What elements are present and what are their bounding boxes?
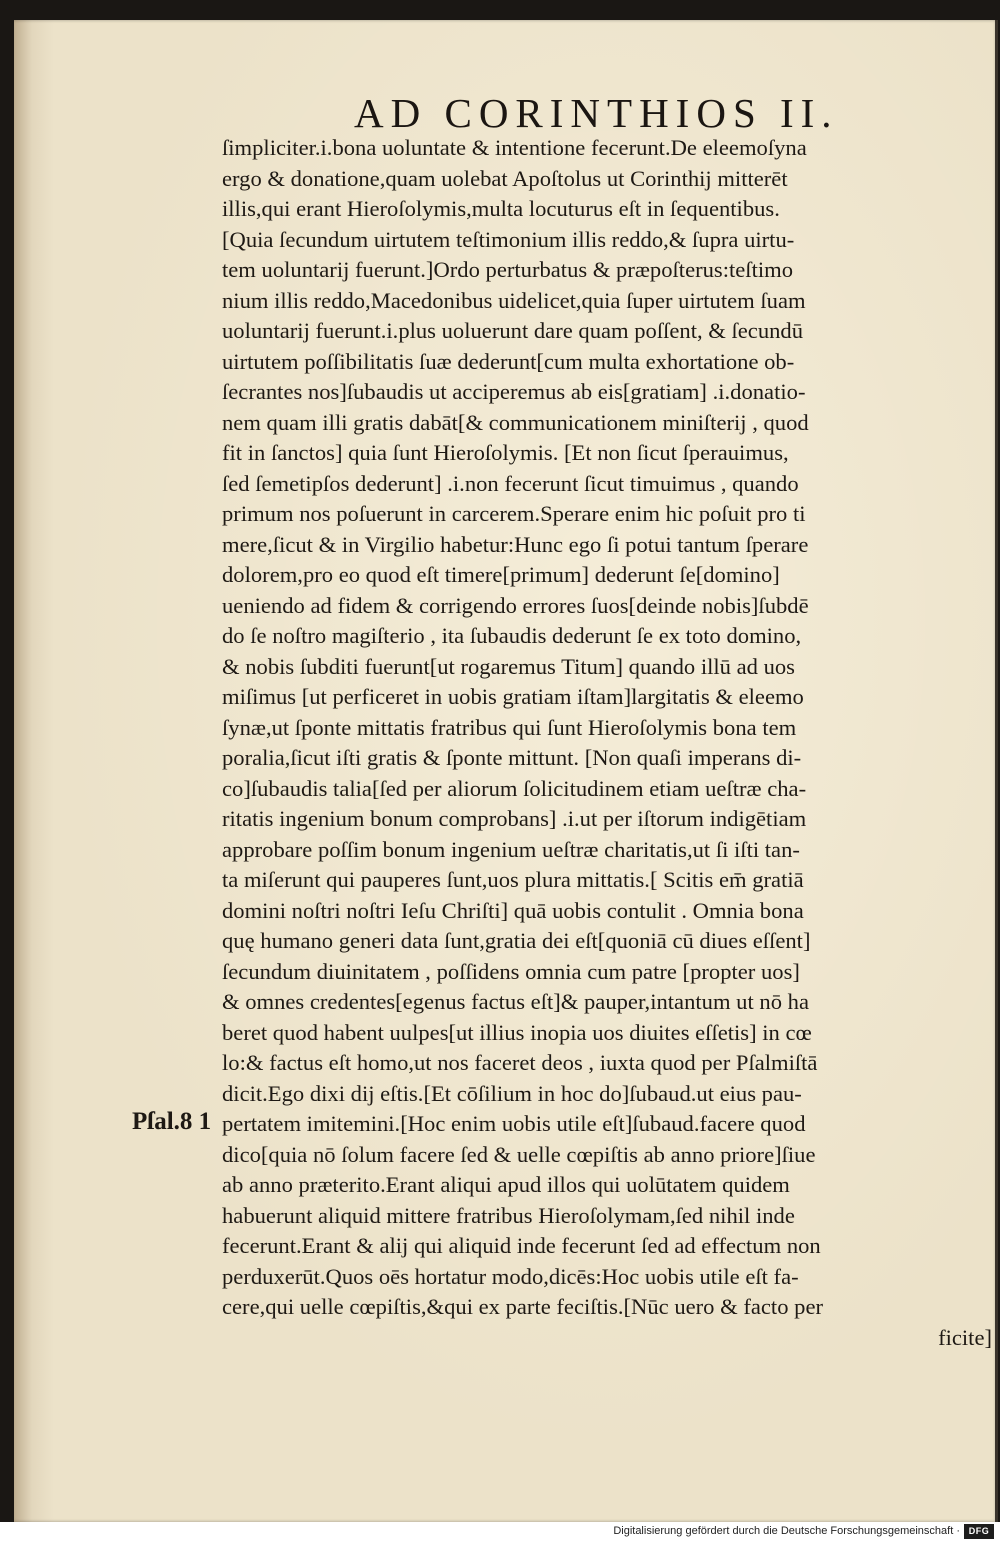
text-line: quę humano generi data ſunt,gratia dei eſt[quoniā cū diues eſſent]	[222, 928, 811, 953]
text-line: uoluntarij fuerunt.i.plus uoluerunt dare quam poſſent, & ſecundū	[222, 318, 804, 343]
text-line: tem uoluntarij fuerunt.]Ordo perturbatus & præpoſterus:teſtimo	[222, 257, 793, 282]
text-line: ergo & donatione,quam uolebat Apoſtolus ut Corinthij mitterēt	[222, 165, 788, 191]
text-line: ſecrantes nos]ſubaudis ut acciperemus ab eis[gratiam] .i.donatio-	[222, 379, 806, 404]
text-line: ab anno præterito.Erant aliqui apud illos qui uolūtatem quidem	[222, 1172, 790, 1197]
text-line: & nobis ſubditi fuerunt[ut rogaremus Titum] quando illū ad uos	[222, 653, 795, 679]
text-line: primum nos poſuerunt in carcerem.Sperare enim hic poſuit pro ti	[222, 501, 806, 526]
text-line: ſimpliciter.i.bona uoluntate & intentione fecerunt.De eleemoſyna	[222, 135, 807, 160]
text-line: fecerunt.Erant & alij qui aliquid inde fecerunt ſed ad effectum non	[222, 1233, 821, 1258]
text-line: illis,qui erant Hieroſolymis,multa locuturus eſt in ſequentibus.	[222, 196, 780, 221]
text-line: poralia,ſicut iſti gratis & ſponte mittunt. [Non quaſi imperans di-	[222, 745, 802, 770]
text-line: ſed ſemetipſos dederunt] .i.non fecerunt ſicut timuimus , quando	[222, 470, 799, 496]
text-line: habuerunt aliquid mittere fratribus Hieroſolymam,ſed nihil inde	[222, 1202, 795, 1228]
text-line: ficite]	[938, 1324, 992, 1350]
funding-credit: Digitalisierung gefördert durch die Deutsche Forschungsgemeinschaft ·	[613, 1525, 960, 1537]
text-line: & omnes credentes[egenus factus eſt]& pauper,intantum ut nō ha	[222, 989, 809, 1014]
text-line: ueniendo ad fidem & corrigendo errores ſuos[deinde nobis]ſubdē	[222, 592, 809, 618]
text-line: ſecundum diuinitatem , poſſidens omnia cum patre [propter uos]	[222, 958, 800, 984]
book-page	[14, 20, 998, 1522]
text-line: pertatem imitemini.[Hoc enim uobis utile eſt]ſubaud.facere quod	[222, 1111, 806, 1136]
running-head: AD CORINTHIOS II.	[354, 90, 839, 136]
footer-bar	[0, 1522, 1000, 1541]
text-line: nem quam illi gratis dabāt[& communicationem miniſterij , quod	[222, 409, 809, 435]
text-line: ſynæ,ut ſponte mittatis fratribus qui ſunt Hieroſolymis bona tem	[222, 714, 797, 740]
text-line: ritatis ingenium bonum comprobans] .i.ut per iſtorum indigētiam	[222, 806, 807, 831]
body-text	[222, 133, 992, 1353]
text-line: domini noſtri noſtri Ieſu Chriſti] quā uobis contulit . Omnia bona	[222, 897, 804, 923]
text-line: do ſe noſtro magiſterio , ita ſubaudis dederunt ſe ex toto domino,	[222, 623, 802, 648]
text-line: uirtutem poſſibilitatis ſuæ dederunt[cum multa exhortatione ob-	[222, 348, 795, 374]
text-line: miſimus [ut perficeret in uobis gratiam iſtam]largitatis & eleemo	[222, 684, 804, 709]
text-line: dico[quia nō ſolum facere ſed & uelle cœpiſtis ab anno priore]ſiue	[222, 1141, 816, 1167]
text-line: dolorem,pro eo quod eſt timere[primum] dederunt ſe[domino]	[222, 562, 780, 587]
text-line: beret quod habent uulpes[ut illius inopia uos diuites eſſetis] in cœ	[222, 1019, 812, 1045]
text-line: cere,qui uelle cœpiſtis,&qui ex parte feciſtis.[Nūc uero & facto per	[222, 1294, 824, 1319]
page-edge	[995, 20, 998, 1522]
marginal-note: Pſal.8 1	[132, 1108, 212, 1135]
text-line: lo:& factus eſt homo,ut nos faceret deos , iuxta quod per Pſalmiſtā	[222, 1050, 818, 1075]
text-line: [Quia ſecundum uirtutem teſtimonium illis reddo,& ſupra uirtu-	[222, 226, 795, 252]
text-line: co]ſubaudis talia[ſed per aliorum ſolicitudinem etiam ueſtræ cha-	[222, 775, 807, 801]
text-line: approbare poſſim bonum ingenium ueſtræ charitatis,ut ſi iſti tan-	[222, 836, 800, 862]
text-line: mere,ſicut & in Virgilio habetur:Hunc ego ſi potui tantum ſperare	[222, 531, 809, 557]
text-line: dicit.Ego dixi dij eſtis.[Et cōſilium in hoc do]ſubaud.ut eius pau-	[222, 1080, 802, 1106]
text-line: nium illis reddo,Macedonibus uidelicet,quia ſuper uirtutem ſuam	[222, 287, 806, 313]
dfg-logo-icon: DFG	[964, 1524, 994, 1539]
text-line: fit in ſanctos] quia ſunt Hieroſolymis. [Et non ſicut ſperauimus,	[222, 440, 789, 465]
text-line: ta miſerunt qui pauperes ſunt,uos plura mittatis.[ Scitis em̄ gratiā	[222, 867, 804, 892]
text-line: perduxerūt.Quos oēs hortatur modo,dicēs:Hoc uobis utile eſt fa-	[222, 1263, 799, 1289]
